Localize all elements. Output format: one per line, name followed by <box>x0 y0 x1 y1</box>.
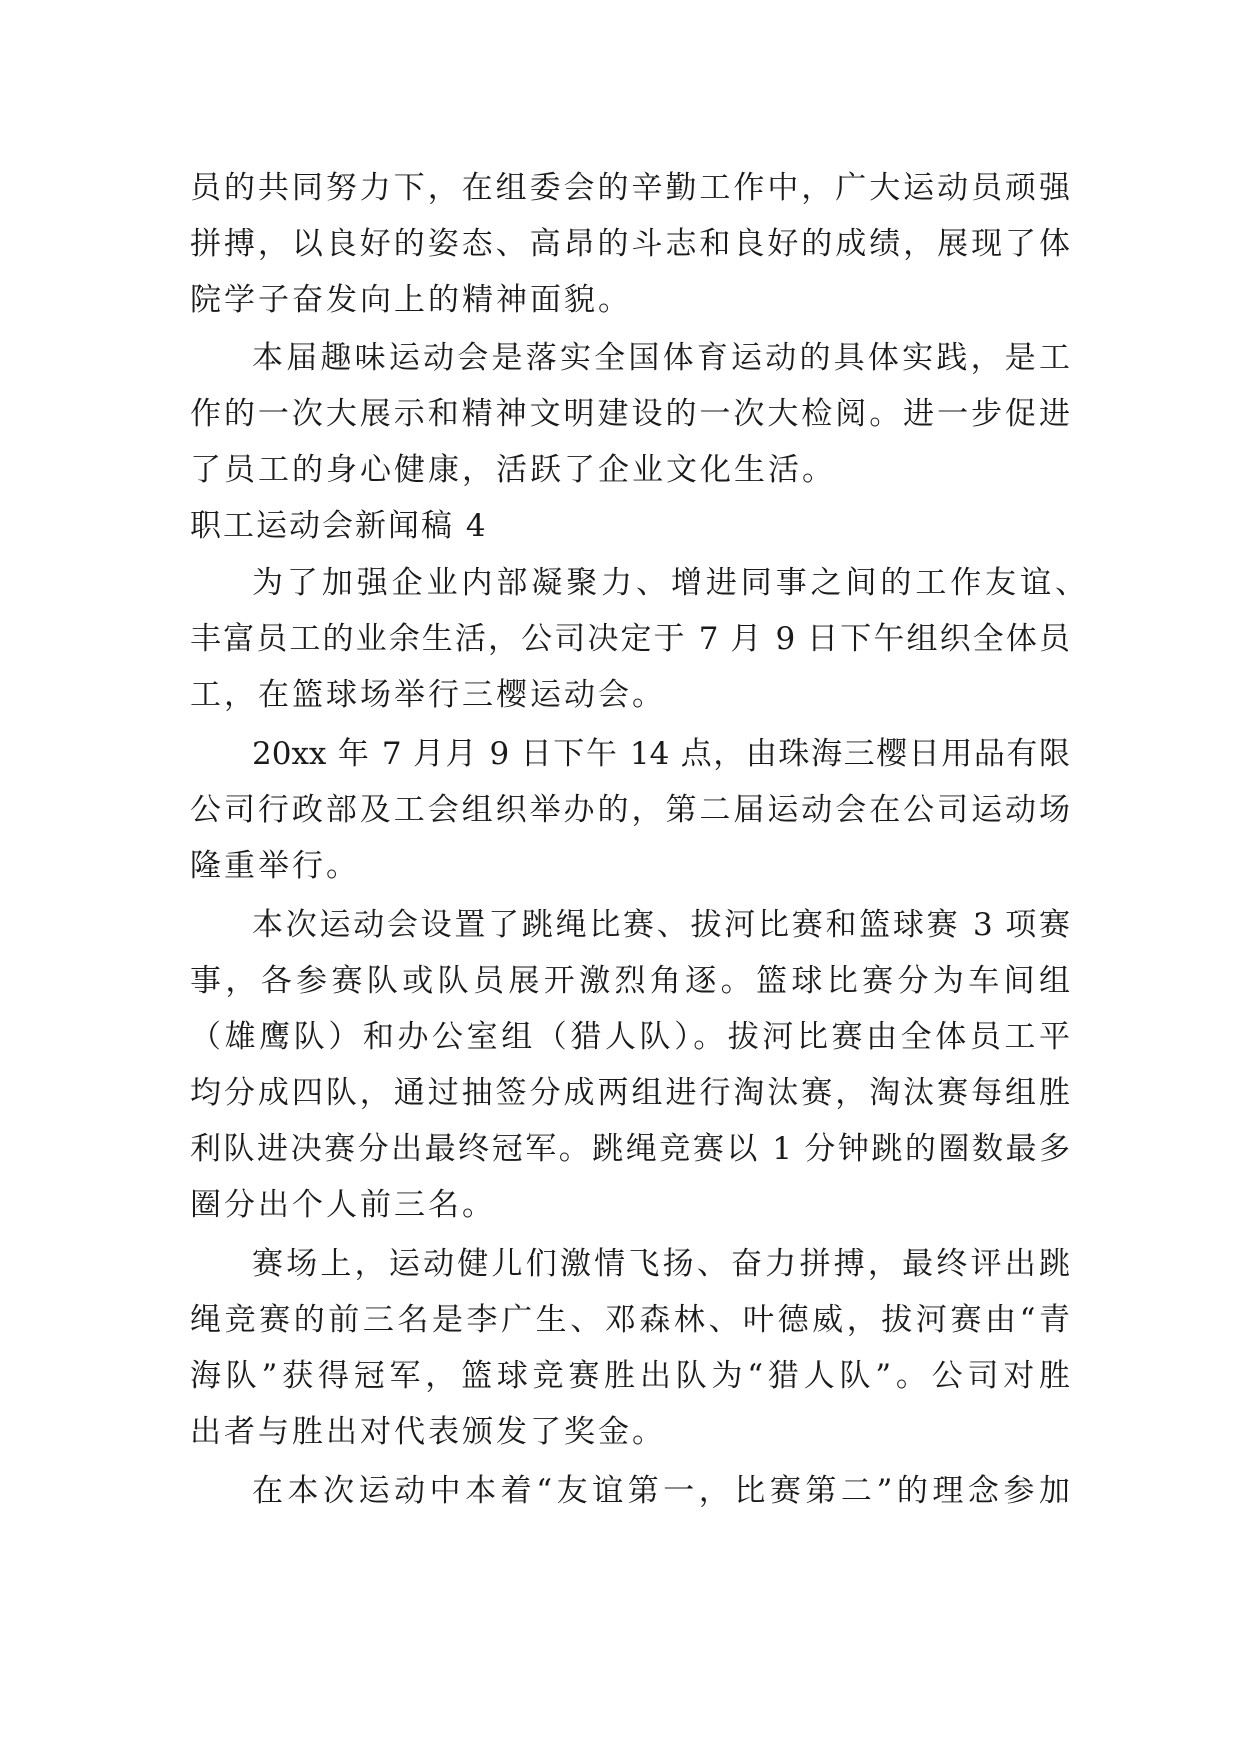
paragraph-start-line: 本次运动会设置了跳绳比赛、拔河比赛和篮球赛 3 项赛 <box>252 907 1070 943</box>
text-line: 出者与胜出对代表颁发了奖金。 <box>190 1414 666 1450</box>
text-line: 海队”获得冠军，篮球竞赛胜出队为“猎人队”。公司对胜 <box>190 1358 1070 1394</box>
paragraph-start-line: 20xx 年 7 月月 9 日下午 14 点，由珠海三樱日用品有限 <box>252 736 1070 772</box>
text-line: 作的一次大展示和精神文明建设的一次大检阅。进一步促进 <box>190 396 1070 432</box>
text-line: 院学子奋发向上的精神面貌。 <box>190 282 632 318</box>
text-line: （雄鹰队）和办公室组（猎人队）。拔河比赛由全体员工平 <box>190 1019 1070 1055</box>
text-line: 公司行政部及工会组织举办的，第二届运动会在公司运动场 <box>190 792 1070 828</box>
text-line: 丰富员工的业余生活，公司决定于 7 月 9 日下午组织全体员 <box>190 621 1070 657</box>
paragraph-start-line: 为了加强企业内部凝聚力、增进同事之间的工作友谊、 <box>252 565 1086 601</box>
paragraph-start-line: 在本次运动中本着“友谊第一，比赛第二”的理念参加 <box>252 1473 1070 1509</box>
text-line: 工，在篮球场举行三樱运动会。 <box>190 677 666 713</box>
text-line: 均分成四队，通过抽签分成两组进行淘汰赛，淘汰赛每组胜 <box>190 1075 1070 1111</box>
section-heading: 职工运动会新闻稿 4 <box>190 508 488 544</box>
paragraph-start-line: 赛场上，运动健儿们激情飞扬、奋力拼搏，最终评出跳 <box>252 1246 1070 1282</box>
text-line: 利队进决赛分出最终冠军。跳绳竞赛以 1 分钟跳的圈数最多 <box>190 1131 1070 1167</box>
text-line: 事，各参赛队或队员展开激烈角逐。篮球比赛分为车间组 <box>190 963 1070 999</box>
text-line: 了员工的身心健康，活跃了企业文化生活。 <box>190 452 836 488</box>
text-line: 隆重举行。 <box>190 848 360 884</box>
text-line: 圈分出个人前三名。 <box>190 1187 496 1223</box>
text-line: 员的共同努力下，在组委会的辛勤工作中，广大运动员顽强 <box>190 170 1070 206</box>
paragraph-start-line: 本届趣味运动会是落实全国体育运动的具体实践，是工 <box>252 340 1070 376</box>
text-line: 绳竞赛的前三名是李广生、邓森林、叶德威，拔河赛由“青 <box>190 1302 1070 1338</box>
text-line: 拼搏，以良好的姿态、高昂的斗志和良好的成绩，展现了体 <box>190 226 1070 262</box>
